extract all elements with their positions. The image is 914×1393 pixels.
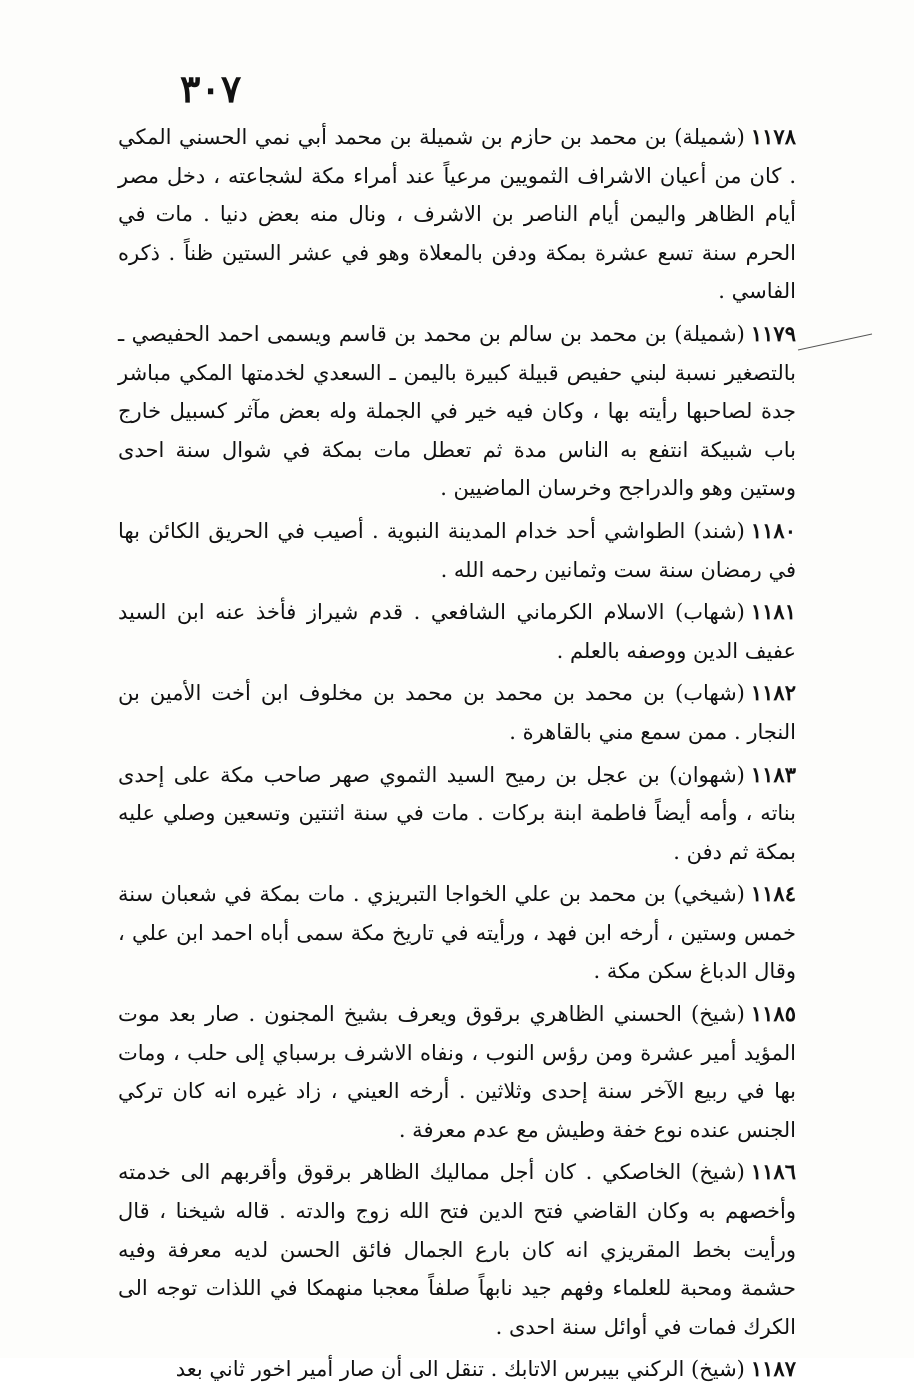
entry-text: (شهاب) الاسلام الكرماني الشافعي . قدم شيراز فأخذ عنه ابن السيد عفيف الدين ووصفه بالعلم . [118, 600, 796, 663]
entry-text: (شميلة) بن محمد بن سالم بن محمد بن قاسم ويسمى احمد الحفيصي ـ بالتصغير نسبة لبني حفيص قبيلة كبيرة باليمن ـ السعدي لخدمتها المكي مباشر جدة لصاحبها رأيته بها ، وكان فيه خير في الجملة وله بعض مآثر كسبيل خارج باب شبيكة انتفع به الناس مدة ثم تعطل مات بمكة في شوال سنة احدى وستين وهو والدراجح وخرسان الماضيين . [118, 321, 796, 501]
entry-text: (شهاب) بن محمد بن محمد بن محمد بن مخلوف ابن أخت الأمين بن النجار . ممن سمع مني بالقاهرة . [118, 681, 796, 744]
entry-1183 [118, 756, 796, 872]
entry-number: ١١٨٧ [750, 1356, 796, 1382]
entry-1178 [118, 118, 796, 311]
entry-text: (شيخ) الحسني الظاهري برقوق ويعرف بشيخ المجنون . صار بعد موت المؤيد أمير عشرة ومن رؤس النوب ، ونفاه الاشرف برسباي إلى حلب ، ومات بها في ربيع الآخر سنة إحدى وثلاثين . أرخه العيني ، زاد غيره انه كان تركي الجنس عنده نوع خفة وطيش مع عدم معرفة . [118, 1002, 796, 1142]
entry-1185 [118, 995, 796, 1149]
entry-1182 [118, 674, 796, 751]
entry-number: ١١٧٨ [750, 124, 796, 149]
entry-text: (شيخ) الخاصكي . كان أجل مماليك الظاهر برقوق وأقربهم الى خدمته وأخصهم به وكان القاضي فتح الدين فتح الله زوج والدته . قاله شيخنا ، قال ورأيت بخط المقريزي انه كان بارع الجمال فائق الحسن لديه معرفة وفيه حشمة ومحبة للعلماء وفهم جيد نابهاً صلفاً معجبا منهمكا في اللذات توجه الى الكرك فمات في أوائل سنة احدى . [118, 1160, 796, 1339]
biography-text [118, 118, 796, 1393]
entry-text: (شند) الطواشي أحد خدام المدينة النبوية . أصيب في الحريق الكائن بها في رمضان سنة ست وثمانين رحمه الله . [118, 518, 796, 582]
entry-text: (شيخي) بن محمد بن علي الخواجا التبريزي . مات بمكة في شعبان سنة خمس وستين ، أرخه ابن فهد ، ورأيته في تاريخ مكة سمى أباه احمد ابن علي ، وقال الدباغ سكن مكة . [118, 882, 796, 984]
entry-number: ١١٨٣ [750, 761, 796, 787]
entry-number: ١١٨٦ [750, 1159, 796, 1185]
entry-text: (شهوان) بن عجل بن رميح السيد الثموي صهر صاحب مكة على إحدى بناته ، وأمه أيضاً فاطمة ابنة بركات . مات في سنة اثنتين وتسعين وصلي عليه بمكة ثم دفن . [118, 762, 796, 864]
entry-number: ١١٨٠ [750, 517, 796, 543]
entry-text: (شميلة) بن محمد بن حازم بن شميلة بن محمد أبي نمي الحسني المكي . كان من أعيان الاشراف الثمويين مرعياً عند أمراء مكة لشجاعته ، دخل مصر أيام الظاهر واليمن أيام الناصر بن الاشرف ، ونال منه بعض دنيا . مات في الحرم سنة تسع عشرة بمكة ودفن بالمعلاة وهو في عشر الستين ظناً . ذكره الفاسي . [118, 125, 796, 304]
entry-1180 [118, 512, 796, 589]
entry-1179 [118, 315, 796, 508]
page-number: ٣٠٧ [180, 66, 242, 111]
entry-number: ١١٨١ [750, 599, 796, 625]
entry-1187 [118, 1350, 796, 1389]
entry-1184 [118, 875, 796, 991]
entry-number: ١١٨٤ [750, 881, 796, 907]
entry-1186 [118, 1153, 796, 1346]
entry-text: (شيخ) الركني بيبرس الاتابك . تنقل الى أن صار أمير اخور ثاني بعد [175, 1357, 745, 1382]
margin-pen-stroke [796, 332, 874, 354]
entry-1181 [118, 593, 796, 670]
entry-number: ١١٨٢ [750, 680, 796, 706]
entry-number: ١١٧٩ [750, 320, 796, 346]
entry-number: ١١٨٥ [750, 1001, 796, 1027]
